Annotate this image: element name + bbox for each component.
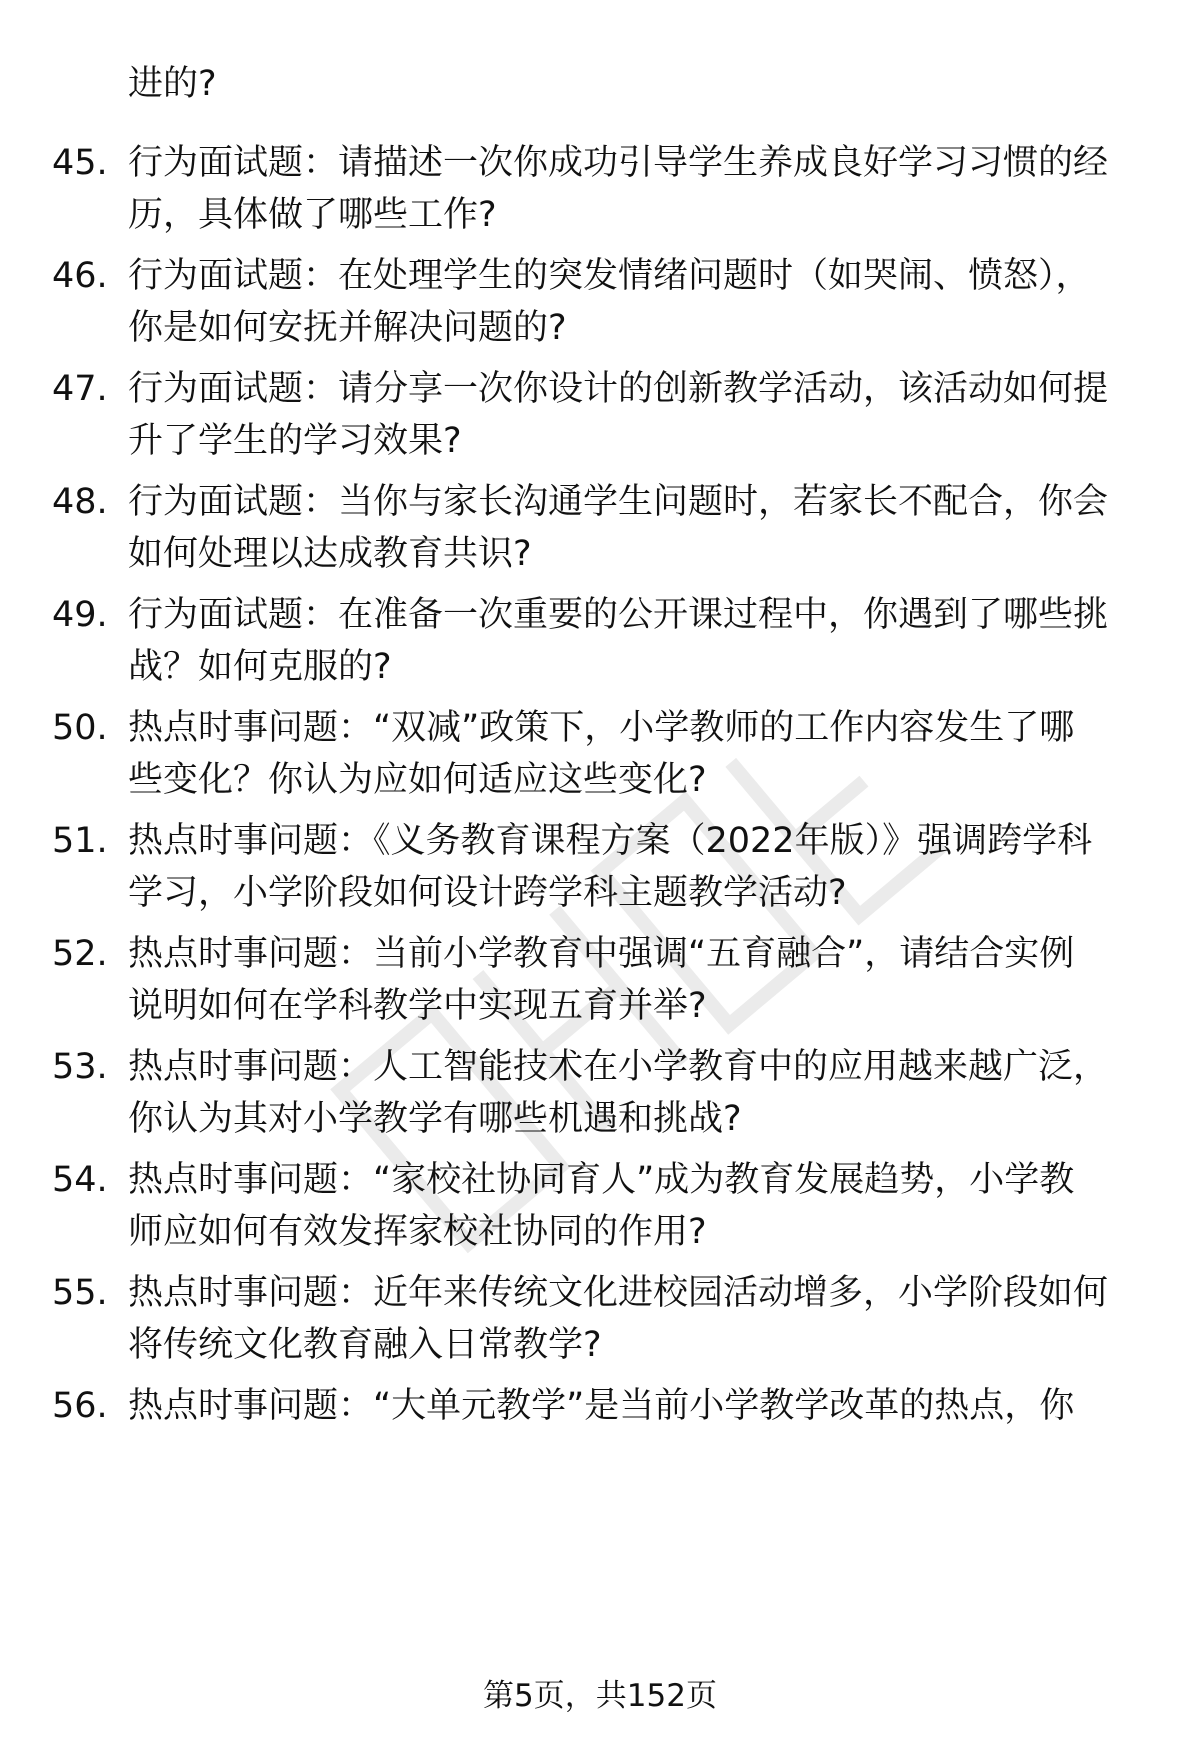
- continuation-text: 进的?: [128, 64, 217, 104]
- question-text: 热点时事问题：“家校社协同育人”成为教育发展趋势，小学教 师应如何有效发挥家校社协同的作用?: [128, 1160, 1075, 1252]
- question-number: 48.: [52, 482, 108, 522]
- question-number: 49.: [52, 595, 108, 635]
- question-text: 热点时事问题：《义务教育课程方案（2022年版）》强调跨学科 学习，小学阶段如何设计跨学科主题教学活动?: [128, 821, 1093, 913]
- question-text: 行为面试题：请分享一次你设计的创新教学活动，该活动如何提 升了学生的学习效果?: [128, 369, 1109, 461]
- question-text: 行为面试题：当你与家长沟通学生问题时，若家长不配合，你会 如何处理以达成教育共识?: [128, 482, 1109, 574]
- question-text: 热点时事问题：“大单元教学”是当前小学教学改革的热点，你: [128, 1386, 1075, 1426]
- question-number: 45.: [52, 143, 108, 183]
- question-number: 55.: [52, 1273, 108, 1313]
- question-number: 47.: [52, 369, 108, 409]
- question-number: 46.: [52, 256, 108, 296]
- question-number: 53.: [52, 1047, 108, 1087]
- question-text: 热点时事问题：近年来传统文化进校园活动增多，小学阶段如何 将传统文化教育融入日常教学?: [128, 1273, 1109, 1365]
- question-number: 51.: [52, 821, 108, 861]
- question-number: 50.: [52, 708, 108, 748]
- question-text: 热点时事问题：当前小学教育中强调“五育融合”，请结合实例 说明如何在学科教学中实现五育并举?: [128, 934, 1075, 1026]
- question-text: 行为面试题：在准备一次重要的公开课过程中，你遇到了哪些挑 战？如何克服的?: [128, 595, 1109, 687]
- question-text: 热点时事问题：“双减”政策下，小学教师的工作内容发生了哪 些变化？你认为应如何适应这些变化?: [128, 708, 1075, 800]
- question-number: 56.: [52, 1386, 108, 1426]
- question-text: 行为面试题：在处理学生的突发情绪问题时（如哭闹、愤怒）， 你是如何安抚并解决问题的?: [128, 256, 1091, 348]
- question-number: 52.: [52, 934, 108, 974]
- question-number: 54.: [52, 1160, 108, 1200]
- page-footer: 第5页，共152页: [483, 1678, 717, 1714]
- question-text: 热点时事问题：人工智能技术在小学教育中的应用越来越广泛， 你认为其对小学教学有哪些机遇和挑战?: [128, 1047, 1109, 1139]
- question-text: 行为面试题：请描述一次你成功引导学生养成良好学习习惯的经 历，具体做了哪些工作?: [128, 143, 1109, 235]
